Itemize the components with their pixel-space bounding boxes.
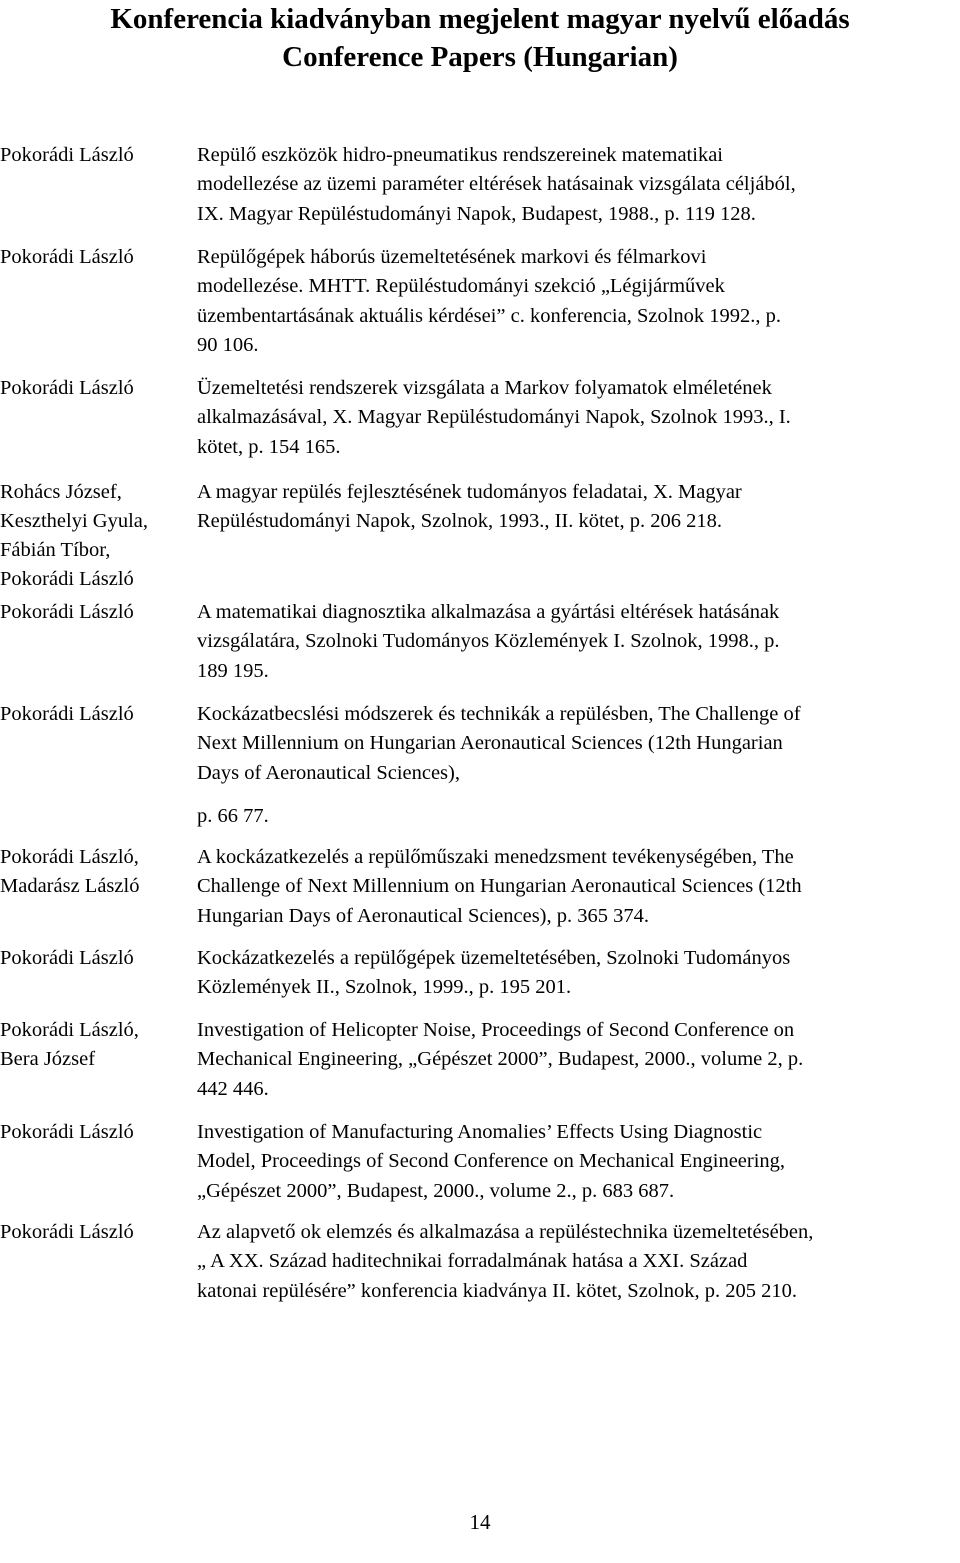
entry-reference — [197, 374, 959, 462]
entry-authors — [0, 843, 190, 901]
entry-reference — [197, 598, 959, 686]
entry-authors — [0, 700, 190, 729]
reference-line: Hungarian Days of Aeronautical Sciences), p. 365 374. — [197, 904, 650, 927]
entry-authors — [0, 141, 190, 170]
reference-line: „ A XX. Század haditechnikai forradalmának hatása a XXI. Század — [197, 1250, 748, 1273]
author-name: Pokorádi László — [0, 703, 134, 725]
reference-line: Az alapvető ok elemzés és alkalmazása a repüléstechnika üzemeltetésében, — [197, 1221, 814, 1243]
reference-line: 189 195. — [197, 659, 269, 682]
entry-reference — [197, 478, 959, 537]
author-name: Pokorádi László — [0, 568, 134, 590]
author-name: Bera József — [0, 1048, 96, 1070]
reference-line: A magyar repülés fejlesztésének tudományos feladatai, X. Magyar — [197, 481, 742, 503]
reference-line: 90 106. — [197, 333, 259, 356]
reference-line: Közlemények II., Szolnok, 1999., p. 195 201. — [197, 976, 572, 999]
reference-line: modellezése az üzemi paraméter eltérések hatásainak vizsgálata céljából, — [197, 173, 796, 196]
entry-authors — [0, 598, 190, 627]
reference-line: Next Millennium on Hungarian Aeronautical Sciences (12th Hungarian — [197, 732, 783, 755]
entry-authors — [0, 1016, 190, 1074]
author-name: Rohács József, — [0, 481, 122, 503]
author-name: Pokorádi László — [0, 377, 134, 399]
reference-line: vizsgálatára, Szolnoki Tudományos Közlemények I. Szolnok, 1998., p. — [197, 630, 780, 653]
entry-authors — [0, 374, 190, 403]
author-name: Pokorádi László — [0, 1121, 134, 1143]
author-name: Pokorádi László — [0, 947, 134, 969]
reference-line: modellezése. MHTT. Repüléstudományi szekció „Légijárművek — [197, 275, 725, 298]
reference-line: Repülőgépek háborús üzemeltetésének markovi és félmarkovi — [197, 246, 707, 268]
reference-line: Kockázatkezelés a repülőgépek üzemeltetésében, Szolnoki Tudományos — [197, 947, 791, 969]
entry-authors — [0, 1118, 190, 1147]
reference-line: 442 446. — [197, 1077, 269, 1100]
reference-line: IX. Magyar Repüléstudományi Napok, Budapest, 1988., p. 119 128. — [197, 202, 756, 225]
page-title — [0, 0, 960, 76]
reference-line: Model, Proceedings of Second Conference on Mechanical Engineering, — [197, 1150, 786, 1173]
reference-line: Kockázatbecslési módszerek és technikák a repülésben, The Challenge of — [197, 703, 801, 725]
author-name: Pokorádi László, — [0, 846, 139, 868]
entry-reference — [197, 944, 959, 1003]
reference-line: alkalmazásával, X. Magyar Repüléstudományi Napok, Szolnok 1993., I. — [197, 406, 791, 429]
reference-line: p. 66 77. — [197, 804, 269, 827]
entry-reference — [197, 1118, 959, 1206]
author-name: Pokorádi László, — [0, 1019, 139, 1041]
entry-reference — [197, 843, 959, 931]
author-name: Fábián Tíbor, — [0, 539, 111, 561]
reference-line: Üzemeltetési rendszerek vizsgálata a Markov folyamatok elméletének — [197, 377, 772, 399]
author-name: Pokorádi László — [0, 1221, 134, 1243]
reference-line: Repüléstudományi Napok, Szolnok, 1993., II. kötet, p. 206 218. — [197, 510, 722, 533]
reference-line: Investigation of Manufacturing Anomalies’ Effects Using Diagnostic — [197, 1121, 763, 1143]
entry-reference — [197, 141, 959, 229]
entry-reference — [197, 1218, 959, 1306]
author-name: Pokorádi László — [0, 144, 134, 166]
reference-line: Days of Aeronautical Sciences), — [197, 761, 460, 784]
entry-reference — [197, 700, 959, 831]
reference-line: A matematikai diagnosztika alkalmazása a gyártási eltérések hatásának — [197, 601, 780, 623]
reference-line: Repülő eszközök hidro-pneumatikus rendszereinek matematikai — [197, 144, 723, 166]
entry-authors — [0, 1218, 190, 1247]
author-name: Pokorádi László — [0, 246, 134, 268]
entry-reference — [197, 243, 959, 360]
author-name: Pokorádi László — [0, 601, 134, 623]
reference-line: „Gépészet 2000”, Budapest, 2000., volume 2., p. 683 687. — [197, 1179, 675, 1202]
page-number: 14 — [469, 1510, 491, 1534]
author-name: Madarász László — [0, 875, 140, 897]
title-english: Conference Papers (Hungarian) — [282, 41, 678, 73]
reference-line: kötet, p. 154 165. — [197, 435, 341, 458]
entry-authors — [0, 944, 190, 973]
reference-line: Mechanical Engineering, „Gépészet 2000”, Budapest, 2000., volume 2, p. — [197, 1048, 804, 1071]
reference-line: Investigation of Helicopter Noise, Proceedings of Second Conference on — [197, 1019, 795, 1041]
reference-line: katonai repülésére” konferencia kiadványa II. kötet, Szolnok, p. 205 210. — [197, 1279, 797, 1302]
reference-line: üzembentartásának aktuális kérdései” c. konferencia, Szolnok 1992., p. — [197, 304, 782, 327]
title-hungarian: Konferencia kiadványban megjelent magyar nyelvű előadás — [110, 3, 850, 35]
author-name: Keszthelyi Gyula, — [0, 510, 149, 532]
entry-authors — [0, 478, 190, 594]
entry-authors — [0, 243, 190, 272]
entry-reference — [197, 1016, 959, 1104]
reference-line: A kockázatkezelés a repülőműszaki menedzsment tevékenységében, The — [197, 846, 794, 868]
reference-line: Challenge of Next Millennium on Hungarian Aeronautical Sciences (12th — [197, 875, 802, 898]
